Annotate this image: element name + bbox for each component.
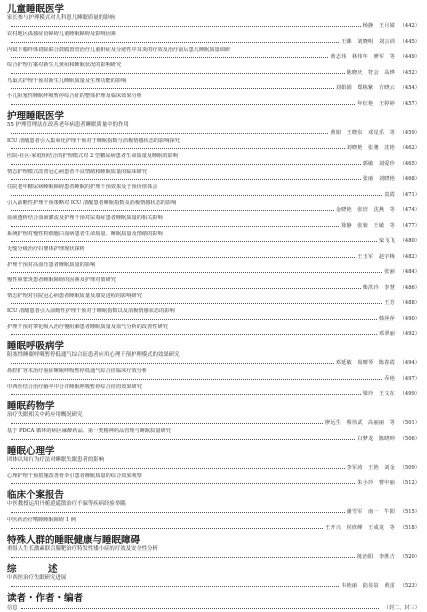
article-meta-line — [7, 238, 420, 246]
section-title: 儿童睡眠医学 — [7, 4, 420, 15]
section-title: 临床个案报告 — [7, 490, 420, 501]
article-meta-line — [7, 360, 420, 368]
article-authors: 金晓艳 张培 沈燕 等 — [336, 207, 395, 215]
dot-leader — [11, 528, 323, 529]
section-header — [7, 401, 420, 419]
toc-entry — [7, 605, 420, 612]
page-number: （482） — [398, 254, 420, 262]
section-title: 特殊人群的睡眠健康与睡眠障碍 — [7, 535, 420, 546]
section-title: 睡眠药物学 — [7, 401, 420, 412]
article-title: 引入前瞻性护理干预策略对 ICU 清醒患者睡眠指数及消极情感状态的影响 — [7, 200, 420, 208]
article-meta-line — [7, 391, 420, 399]
dot-leader — [11, 88, 334, 89]
article-title: 慢性鼻窦炎患者睡眠障碍的因素及护理对策研究 — [7, 277, 420, 285]
page-number: （462） — [398, 145, 420, 153]
dot-leader — [11, 363, 334, 364]
section-first-article-title: 中医教授运用丹栀逍遥散治疗不寐等疾病经验举隅 — [7, 501, 420, 508]
toc-entry — [7, 554, 420, 562]
article-meta-line — [7, 223, 420, 231]
article-authors: 梁玲 王文在 — [363, 391, 395, 399]
article-title: 无缝分级治疗妇婴体护理现状探析 — [7, 246, 420, 254]
article-authors: 朱小玲 曹中丽 — [357, 480, 395, 488]
article-meta-line — [7, 331, 420, 339]
article-meta-line — [7, 101, 420, 109]
dot-leader — [11, 512, 345, 513]
article-meta-line — [7, 420, 420, 428]
page-number: （494） — [398, 360, 420, 368]
dot-leader — [11, 257, 355, 258]
page-number: （457） — [398, 101, 420, 109]
section-header — [7, 593, 420, 604]
article-authors: 黄志伟 林伟年 廖军 等 — [330, 54, 395, 62]
article-title: ICU 清醒患者引入前瞻性护理干预对于睡眠指数以及消极情感状态的影响 — [7, 308, 420, 316]
article-authors: 王开兴 侯欣峰 王成龙 等 — [325, 525, 395, 533]
toc-section — [7, 341, 420, 399]
article-authors: 李军涛 王艳 刘金 — [347, 465, 396, 473]
toc-entry — [7, 47, 420, 62]
article-authors: 徐静 张菊 王敏 等 — [341, 223, 395, 231]
article-authors: 黄娟 王晓东 邓星乐 等 — [330, 130, 395, 138]
section-header — [7, 564, 420, 582]
article-meta-line — [7, 23, 420, 31]
toc-section — [7, 4, 420, 108]
article-authors: 乔艳 — [384, 376, 395, 384]
page-number: （497） — [398, 376, 420, 384]
article-authors: 刘晓艳 张驰 沈艳 — [347, 145, 396, 153]
article-authors: 陈治阳 李胜吉 — [357, 554, 395, 562]
article-authors: 韦艳丽 陆显泉 黄雷 — [341, 583, 395, 591]
article-meta-line — [7, 269, 420, 277]
article-authors: 郭敏 刘爱珍 — [363, 161, 395, 169]
article-authors: 袁霞 — [384, 192, 395, 200]
page-number: （459） — [398, 130, 420, 138]
dot-leader — [11, 586, 339, 587]
article-title: 鸟巢式护理干预对新生儿睡眠质量及生理功能的影响 — [7, 78, 420, 86]
toc-entry — [7, 308, 420, 323]
dot-leader — [11, 379, 382, 380]
article-title: 中医药治疗嗜睡睡眠障碍 1 例 — [7, 517, 420, 525]
dot-leader — [11, 557, 355, 558]
dot-leader — [11, 468, 345, 469]
article-meta-line — [7, 254, 420, 262]
article-authors: 白梦龙 陈晓坤 — [357, 436, 395, 444]
article-meta-line — [7, 376, 420, 384]
toc-entry — [7, 277, 420, 292]
article-title: 住院老年糖尿病睡眠障碍患者睡眠的护理干预效果及于预价值体会 — [7, 184, 420, 192]
page-number: （484） — [398, 269, 420, 277]
article-title: 护理干预对高血压患者睡眠质量的影响 — [7, 262, 420, 270]
page-number: （480） — [398, 238, 420, 246]
article-title: 农村地区孤独症语障碍儿童睡眠障碍及影响因素 — [7, 31, 420, 39]
toc-section — [7, 446, 420, 488]
dot-leader — [21, 608, 378, 609]
dot-leader — [11, 133, 328, 134]
page-number: （449） — [398, 54, 420, 62]
article-authors: 栾飞飞 — [379, 238, 395, 246]
article-authors: 张丽 — [384, 269, 395, 277]
page-number: （512） — [398, 480, 420, 488]
dot-leader — [11, 57, 328, 58]
dot-leader — [11, 226, 339, 227]
toc-section — [7, 593, 420, 612]
article-authors: 陈晓庆 符会 高烨 — [347, 70, 396, 78]
page-number: （499） — [398, 391, 420, 399]
toc-section — [7, 535, 420, 562]
article-meta-line — [7, 176, 420, 184]
article-title: 护理干预对睾化吸入治疗慢阻肺患者睡眠质量及血气分析的改善性研究 — [7, 324, 420, 332]
article-meta-line — [7, 316, 420, 324]
article-meta-line — [7, 70, 420, 78]
article-meta-line — [7, 85, 420, 93]
section-first-article-title: 中西医治疗失眠研究进展 — [7, 575, 420, 582]
toc-entry — [7, 23, 420, 31]
dot-leader — [11, 179, 361, 180]
page-number: （509） — [398, 465, 420, 473]
toc-section — [7, 490, 420, 532]
dot-leader — [11, 73, 345, 74]
article-authors: 王玉军 赵宇梅 — [357, 254, 395, 262]
toc-entry — [7, 31, 420, 46]
page-number: （454） — [398, 85, 420, 93]
section-header — [7, 446, 420, 464]
article-title: 情志护理模式改善冠心病患者不良情绪和睡眠质量的临床研究 — [7, 169, 420, 177]
section-first-article-title: 家长参与护理模式对儿科患儿睡眠质量的影响 — [7, 15, 420, 22]
toc-entry — [7, 509, 420, 517]
page-number: （506） — [398, 436, 420, 444]
toc-entry — [7, 428, 420, 443]
article-title: 综合护理方案对新生儿黄疸和睡眠状况的影响研究 — [7, 62, 420, 70]
section-title: 睡眠呼吸病学 — [7, 341, 420, 352]
article-meta-line — [7, 54, 420, 62]
article-title: 小儿阻塞性睡眠呼吸暂停综合征的整体护理及临床效果分析 — [7, 93, 420, 101]
article-authors: 刘娟娟 郑栋紫 方晓云 — [336, 85, 395, 93]
toc-entry — [7, 138, 420, 153]
section-title: 护理睡眠医学 — [7, 111, 420, 122]
article-authors: 潘雪军 南一 牛阳 — [347, 509, 396, 517]
page-number: （442） — [398, 23, 420, 31]
dot-leader — [11, 423, 323, 424]
article-meta-line — [7, 480, 420, 488]
page-number: （468） — [398, 176, 420, 184]
article-title: 情志护理对住院冠心病患者睡眠质量及康复进程的影响研究 — [7, 293, 420, 301]
toc-section — [7, 111, 420, 339]
section-first-article-title: 阻塞性睡眠呼吸暂停低通气综合征患者应用心理干预护理模式的效果研究 — [7, 352, 420, 359]
article-meta-line — [7, 436, 420, 444]
page-number: （488） — [398, 300, 420, 308]
dot-leader — [11, 483, 355, 484]
article-title: 医院-社区-家庭相结合的护理模式对 2 型糖尿病患者生命质量及睡眠的影响 — [7, 153, 420, 161]
page-number: （490） — [398, 316, 420, 324]
dot-leader — [11, 303, 382, 304]
dot-leader — [11, 272, 382, 273]
article-title: 基于 PDCA 循环的病区麻醉药品、第一类精神药品管理与睡眠质量研究 — [7, 428, 420, 436]
article-meta-line — [7, 554, 420, 562]
page-number: （523） — [398, 583, 420, 591]
toc-entry — [7, 262, 420, 277]
dot-leader — [11, 288, 361, 289]
page-number: （515） — [398, 509, 420, 517]
article-authors: 王芳 — [384, 300, 395, 308]
article-title: 信息 — [7, 605, 17, 612]
dot-leader — [11, 42, 339, 43]
page-number: （452） — [398, 70, 420, 78]
section-title: 综 述 — [7, 564, 420, 575]
dot-leader — [11, 394, 361, 395]
section-header — [7, 535, 420, 553]
article-title: 血液透析结合血液灌流及护理干预对尿毒症患者睡眠质量的相关影响 — [7, 215, 420, 223]
article-authors: 邓延敏 周晴琴 陈春霞 — [336, 360, 395, 368]
toc-entry — [7, 153, 420, 168]
toc-entry — [7, 517, 420, 532]
article-meta-line — [7, 145, 420, 153]
article-authors: 张丽 刘晓艳 — [363, 176, 395, 184]
page-number: （465） — [398, 161, 420, 169]
dot-leader — [11, 104, 355, 105]
dot-leader — [11, 439, 355, 440]
article-meta-line — [7, 161, 420, 169]
article-authors: 王眯 刘晓明 刘言训 — [341, 39, 395, 47]
article-authors: 年红艳 王婷婷 — [357, 101, 395, 109]
article-authors: 柴洪玲 李慧 — [363, 285, 395, 293]
toc-entry — [7, 368, 420, 383]
toc-entry — [7, 324, 420, 339]
dot-leader — [11, 210, 334, 211]
toc-entry — [7, 215, 420, 230]
dot-leader — [11, 334, 377, 335]
section-title: 睡眠心理学 — [7, 446, 420, 457]
page-number: （477） — [398, 223, 420, 231]
section-first-article-title: 治疗失眠相关中药应用概况研究 — [7, 412, 420, 419]
article-title: 中西医结合治疗脑卒中合并睡眠呼吸暂停综合征的效果研究 — [7, 384, 420, 392]
toc-entry — [7, 130, 420, 138]
article-meta-line — [7, 605, 420, 612]
section-first-article-title: 重组人生长激素联合腺靶治疗特发性矮小症的疗效及安全性分析 — [7, 546, 420, 553]
article-authors: 杨静 王月婧 — [363, 23, 395, 31]
toc-section — [7, 401, 420, 443]
toc-entry — [7, 62, 420, 77]
article-title: 鼻腔扩容术治疗重症睡眠呼吸暂停低通气综合征临床疗效分析 — [7, 368, 420, 376]
dot-leader — [11, 195, 382, 196]
article-meta-line — [7, 130, 420, 138]
toc-entry — [7, 184, 420, 199]
section-header — [7, 490, 420, 508]
section-header — [7, 4, 420, 22]
toc-entry — [7, 93, 420, 108]
page-number: （486） — [398, 285, 420, 293]
toc-entry — [7, 384, 420, 399]
page-number: （474） — [398, 207, 420, 215]
toc-entry — [7, 200, 420, 215]
article-meta-line — [7, 207, 420, 215]
dot-leader — [11, 241, 377, 242]
article-meta-line — [7, 285, 420, 293]
dot-leader — [11, 319, 377, 320]
article-meta-line — [7, 525, 420, 533]
page-number: （501） — [398, 420, 420, 428]
toc-entry — [7, 420, 420, 428]
section-title: 读者・作者・编者 — [7, 593, 420, 604]
toc-entry — [7, 465, 420, 473]
toc-entry — [7, 293, 420, 308]
article-meta-line — [7, 465, 420, 473]
article-meta-line — [7, 300, 420, 308]
section-first-article-title: 55 护理管理法在改善老年病患者睡眠质量中的作用 — [7, 122, 420, 129]
toc-entry — [7, 78, 420, 93]
article-title: 内镜下腺样体切除联合鼓膜置管治疗儿童鼾症及分泌性中耳炎的疗效及治疗前后患儿睡眠质量调研 — [7, 47, 420, 55]
page-number: （520） — [398, 554, 420, 562]
toc-entry — [7, 360, 420, 368]
dot-leader — [11, 148, 345, 149]
article-title: 心理护理干预措施改善骨伞引患者睡眠质量的综合效果观察 — [7, 473, 420, 481]
toc-entry — [7, 231, 420, 246]
page-number: （518） — [398, 525, 420, 533]
section-first-article-title: 团体认知行为疗法对睡眠失眠患者的影响 — [7, 457, 420, 464]
article-authors: 廖远生 蔡伟武 高丽丽 等 — [325, 420, 395, 428]
article-authors: 韩萍萍 — [379, 316, 395, 324]
article-authors: 邓翠丽 — [379, 331, 395, 339]
section-header — [7, 341, 420, 359]
page-number: （封二，封三） — [384, 605, 420, 612]
article-meta-line — [7, 192, 420, 200]
toc-entry — [7, 169, 420, 184]
article-title: ICU 清醒患者引入集束化护理干预对于睡眠指数与消极情感状态的影响探究 — [7, 138, 420, 146]
toc-entry — [7, 473, 420, 488]
toc-entry — [7, 246, 420, 261]
page-number: （471） — [398, 192, 420, 200]
dot-leader — [11, 26, 361, 27]
article-meta-line — [7, 39, 420, 47]
section-header — [7, 111, 420, 129]
toc-section — [7, 564, 420, 591]
dot-leader — [11, 164, 361, 165]
page-number: （492） — [398, 331, 420, 339]
article-title: 系统护理对慢性粒细胞白血病患者生命质量、睡眠质量及情绪的影响 — [7, 231, 420, 239]
article-meta-line — [7, 509, 420, 517]
page-number: （445） — [398, 39, 420, 47]
